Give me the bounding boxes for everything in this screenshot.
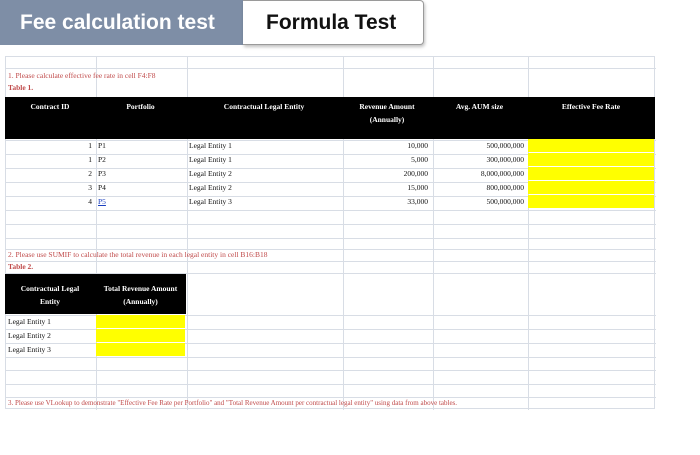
revenue-cell[interactable]: 15,000 — [407, 183, 428, 192]
tab-fee-calculation-test-label: Fee calculation test — [20, 10, 215, 34]
gridline — [6, 384, 656, 385]
effective-fee-rate-input-cell[interactable] — [528, 153, 654, 166]
contract-id-cell[interactable]: 4 — [88, 197, 92, 206]
tab-fee-calculation-test[interactable] — [0, 0, 243, 45]
gridline — [6, 68, 656, 69]
header-effective-fee-rate: Effective Fee Rate — [527, 97, 655, 139]
header-avg-aum-size: Avg. AUM size — [432, 97, 527, 139]
revenue-cell[interactable]: 5,000 — [411, 155, 428, 164]
aum-cell[interactable]: 800,000,000 — [486, 183, 524, 192]
gridline — [6, 224, 656, 225]
total-revenue-input-cell[interactable] — [96, 315, 185, 328]
instruction-note-3: 3. Please use VLookup to demonstrate "Effective Fee Rate per Portfolio" and "Total Revenue Amount per contractual legal entity" using data from above tables. — [8, 399, 458, 407]
contract-id-cell[interactable]: 1 — [88, 155, 92, 164]
portfolio-cell[interactable]: P3 — [98, 169, 106, 178]
header-total-revenue-amount: Total Revenue Amount (Annually) — [95, 274, 186, 314]
header-contractual-legal-entity-2: Contractual Legal Entity — [5, 274, 95, 314]
legal-entity-cell[interactable]: Legal Entity 3 — [8, 345, 51, 354]
aum-cell[interactable]: 8,000,000,000 — [480, 169, 524, 178]
contract-id-cell[interactable]: 3 — [88, 183, 92, 192]
aum-cell[interactable]: 500,000,000 — [486, 197, 524, 206]
gridline — [6, 370, 656, 371]
tab-formula-test-label: Formula Test — [266, 10, 397, 34]
revenue-cell[interactable]: 200,000 — [403, 169, 428, 178]
contract-id-cell[interactable]: 2 — [88, 169, 92, 178]
instruction-note-1: 1. Please calculate effective fee rate in cell F4:F8 — [8, 71, 156, 80]
header-revenue-amount: Revenue Amount (Annually) — [342, 97, 432, 139]
header-contractual-legal-entity: Contractual Legal Entity — [186, 97, 342, 139]
effective-fee-rate-input-cell[interactable] — [528, 139, 654, 152]
effective-fee-rate-input-cell[interactable] — [528, 195, 654, 208]
portfolio-cell[interactable]: P1 — [98, 141, 106, 150]
effective-fee-rate-input-cell[interactable] — [528, 167, 654, 180]
revenue-cell[interactable]: 10,000 — [407, 141, 428, 150]
legal-entity-cell[interactable]: Legal Entity 1 — [189, 155, 232, 164]
portfolio-cell[interactable]: P4 — [98, 183, 106, 192]
legal-entity-cell[interactable]: Legal Entity 1 — [8, 317, 51, 326]
table-2-label: Table 2. — [8, 262, 34, 271]
portfolio-cell[interactable]: P2 — [98, 155, 106, 164]
portfolio-link-cell[interactable]: P5 — [98, 197, 106, 206]
header-contract-id: Contract ID — [5, 97, 95, 139]
legal-entity-cell[interactable]: Legal Entity 3 — [189, 197, 232, 206]
gridline — [6, 210, 656, 211]
legal-entity-cell[interactable]: Legal Entity 2 — [8, 331, 51, 340]
legal-entity-cell[interactable]: Legal Entity 2 — [189, 169, 232, 178]
legal-entity-cell[interactable]: Legal Entity 2 — [189, 183, 232, 192]
aum-cell[interactable]: 500,000,000 — [486, 141, 524, 150]
legal-entity-cell[interactable]: Legal Entity 1 — [189, 141, 232, 150]
table-1-label: Table 1. — [8, 83, 34, 92]
instruction-note-2: 2. Please use SUMIF to calculate the total revenue in each legal entity in cell B16:B18 — [8, 250, 268, 259]
header-portfolio: Portfolio — [95, 97, 186, 139]
contract-id-cell[interactable]: 1 — [88, 141, 92, 150]
gridline — [6, 357, 656, 358]
total-revenue-input-cell[interactable] — [96, 329, 185, 342]
effective-fee-rate-input-cell[interactable] — [528, 181, 654, 194]
revenue-cell[interactable]: 33,000 — [407, 197, 428, 206]
gridline — [6, 261, 656, 262]
aum-cell[interactable]: 300,000,000 — [486, 155, 524, 164]
total-revenue-input-cell[interactable] — [96, 343, 185, 356]
gridline — [6, 238, 656, 239]
tab-formula-test[interactable] — [243, 0, 424, 45]
